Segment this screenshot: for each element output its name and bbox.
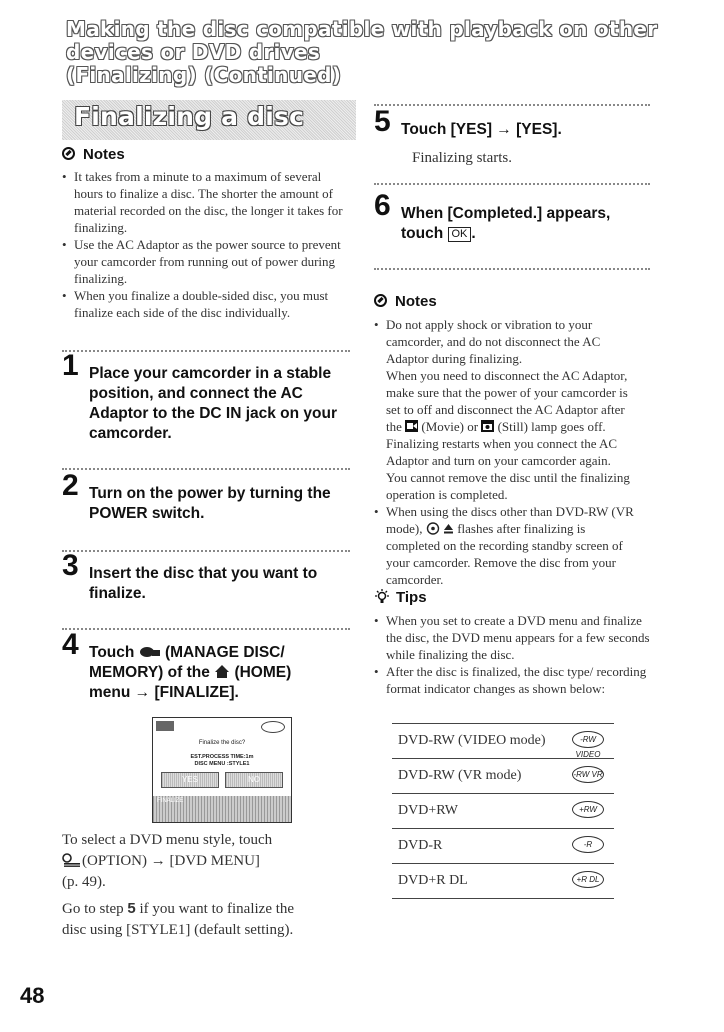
table-cell-label: DVD-RW (VR mode) [398,768,522,783]
table-row [392,793,614,828]
paragraph-text: if you want to finalize the [135,901,295,917]
step-text [89,484,331,524]
note-text: flashes after finalizing is [453,521,586,536]
step-line: position, and connect the AC [89,385,303,402]
section-title-box [62,100,356,140]
ok-button-icon: OK [448,227,472,242]
step-line [89,643,291,663]
step-number: 5 [374,105,391,138]
table-cell-label: DVD-R [398,838,443,853]
style1-paragraph [62,898,362,941]
note-line: operation is completed. [386,487,508,502]
disc-format-icon: +R DL [572,871,604,888]
note-text: mode), [386,521,426,536]
step-reference: 5 [127,900,136,917]
step-line: POWER switch. [89,505,205,522]
note-line [386,418,674,435]
table-cell-label: DVD+RW [398,803,459,818]
note-line: Adaptor and turn on your camcorder again. [386,453,611,468]
lcd-yes-button[interactable]: YES [161,772,219,788]
table-row [392,723,614,758]
step-6 [374,189,674,248]
menu-style-paragraph [62,830,362,893]
note-item: • It takes from a minute to a maximum of several hours to finalize a disc. The shorter the amount of material recorded on the disc, the longer it takes for finalizing. [62,168,352,236]
notes-heading-right [374,293,437,310]
step-line: menu → [FINALIZE]. [89,684,239,701]
step-line-text: (HOME) [234,664,292,681]
still-lamp-icon [481,420,494,432]
eject-icon [443,523,454,534]
lcd-question: Finalize the disc? [198,740,246,746]
lcd-screen-illustration [152,717,292,823]
lcd-time: EST.PROCESS TIME:1m [190,754,254,760]
paragraph-line [62,898,362,920]
note-line: Finalizing restarts when you connect the AC [386,436,618,451]
step-number: 2 [62,469,79,502]
step-4 [62,628,362,708]
note-text: the [386,419,406,434]
disc-format-icon: -R [572,836,604,853]
step-line: finalize. [89,585,146,602]
paragraph-text: (OPTION) → [DVD MENU] [82,853,260,869]
table-row [392,863,614,899]
note-line: camcorder, and do not disconnect the AC [386,334,601,349]
step-line-text: Touch [89,644,139,661]
disc-type-icon [261,721,285,733]
bullet: • [374,504,379,519]
note-line: When using the discs other than DVD-RW (VR [386,504,634,519]
paragraph-text: Go to step [62,901,128,917]
disc-format-icon: -RW VIDEO [572,731,604,748]
divider [62,550,350,552]
header-line-1: Making the disc compatible with playback on other devices or DVD drives [66,17,658,64]
step-line-text: touch [401,225,448,242]
step-text [89,364,337,444]
paragraph-line: To select a DVD menu style, touch [62,832,273,848]
note-line: You cannot remove the disc until the finalizing [386,470,630,485]
step-line: Insert the disc that you want to [89,565,318,582]
tips-heading [374,589,427,606]
note-item: • When you finalize a double-sided disc, you must finalize each side of the disc individually. [62,287,352,321]
tips-title: Tips [396,589,427,606]
home-icon [214,664,230,679]
step-5-body: Finalizing starts. [412,150,512,166]
note-line: make sure that the power of your camcorder is [386,385,628,400]
step-line: Place your camcorder in a stable [89,365,332,382]
step-2 [62,469,362,529]
note-item [374,316,674,503]
step-5 [374,105,674,144]
note-line [386,520,674,537]
step-text: Touch [YES] → [YES]. [401,121,562,138]
table-row [392,828,614,863]
step-text [89,564,317,604]
step-line-text: . [471,225,476,242]
step-1 [62,349,362,454]
back-icon [156,721,174,731]
note-line: When you need to disconnect the AC Adaptor, [386,368,628,383]
disc-format-icon: +RW [572,801,604,818]
lcd-bar-label: FINALIZE [157,798,184,804]
step-text [89,643,291,703]
step-line: Adaptor to the DC IN jack on your [89,405,338,422]
divider [374,268,650,270]
table-row [392,758,614,793]
manage-disc-icon [139,645,161,659]
step-number: 4 [62,628,79,661]
notes-icon [374,294,387,307]
page-reference: (p. 49). [62,874,106,890]
notes-title: Notes [83,146,125,163]
note-line: set to off and disconnect the AC Adaptor after [386,402,625,417]
page-number: 48 [20,983,45,1008]
table-cell-label: DVD-RW (VIDEO mode) [398,733,546,748]
lcd-no-button[interactable]: NO [225,772,283,788]
step-line: When [Completed.] appears, [401,205,611,222]
disc-type-table [392,723,614,899]
step-line-text: (MANAGE DISC/ [164,644,285,661]
step-line [401,224,610,244]
notes-heading-left [62,146,125,163]
notes-list-right [374,316,674,588]
note-line: camcorder. [386,572,444,587]
step-line-text: MEMORY) of the [89,664,215,681]
tip-item: • After the disc is finalized, the disc type/ recording format indicator changes as shown below: [374,663,658,697]
step-number: 3 [62,549,79,582]
note-line: completed on the recording standby screen of [386,538,623,553]
note-line: your camcorder. Remove the disc from your [386,555,616,570]
disc-flash-icon [426,522,440,535]
notes-title: Notes [395,293,437,310]
lcd-status-bar [153,796,291,822]
disc-format-icon: -RW VR [572,766,604,783]
tip-item: • When you set to create a DVD menu and finalize the disc, the DVD menu appears for a few seconds while finalizing the disc. [374,612,658,663]
lcd-menu-style: DISC MENU :STYLE1 [194,761,250,767]
section-title: Finalizing a disc [74,102,305,131]
step-line [89,663,291,683]
page-header [66,18,706,87]
paragraph-line: disc using [STYLE1] (default setting). [62,922,294,938]
divider [62,468,350,470]
step-text [401,204,610,244]
option-icon [62,853,82,867]
header-line-2: (Finalizing) (Continued) [66,63,342,87]
note-item: • Use the AC Adaptor as the power source to prevent your camcorder from running out of power during finalizing. [62,236,352,287]
notes-icon [62,147,75,160]
note-text: (Movie) or [418,419,482,434]
note-item [374,503,674,588]
paragraph-line [62,851,362,872]
tips-list [374,612,658,697]
note-line: Do not apply shock or vibration to your [386,317,593,332]
tips-lightbulb-icon [374,589,390,605]
step-line: camcorder. [89,425,172,442]
step-number: 6 [374,189,391,222]
divider [62,628,350,630]
bullet: • [374,317,379,332]
note-line: Adaptor during finalizing. [386,351,523,366]
step-number: 1 [62,349,79,382]
step-3 [62,549,362,609]
divider [62,350,350,352]
step-line: Turn on the power by turning the [89,485,331,502]
notes-list-left [62,168,352,321]
note-text: (Still) lamp goes off. [494,419,606,434]
movie-lamp-icon [405,420,418,432]
divider [374,104,650,106]
divider [374,183,650,185]
table-cell-label: DVD+R DL [398,873,468,888]
